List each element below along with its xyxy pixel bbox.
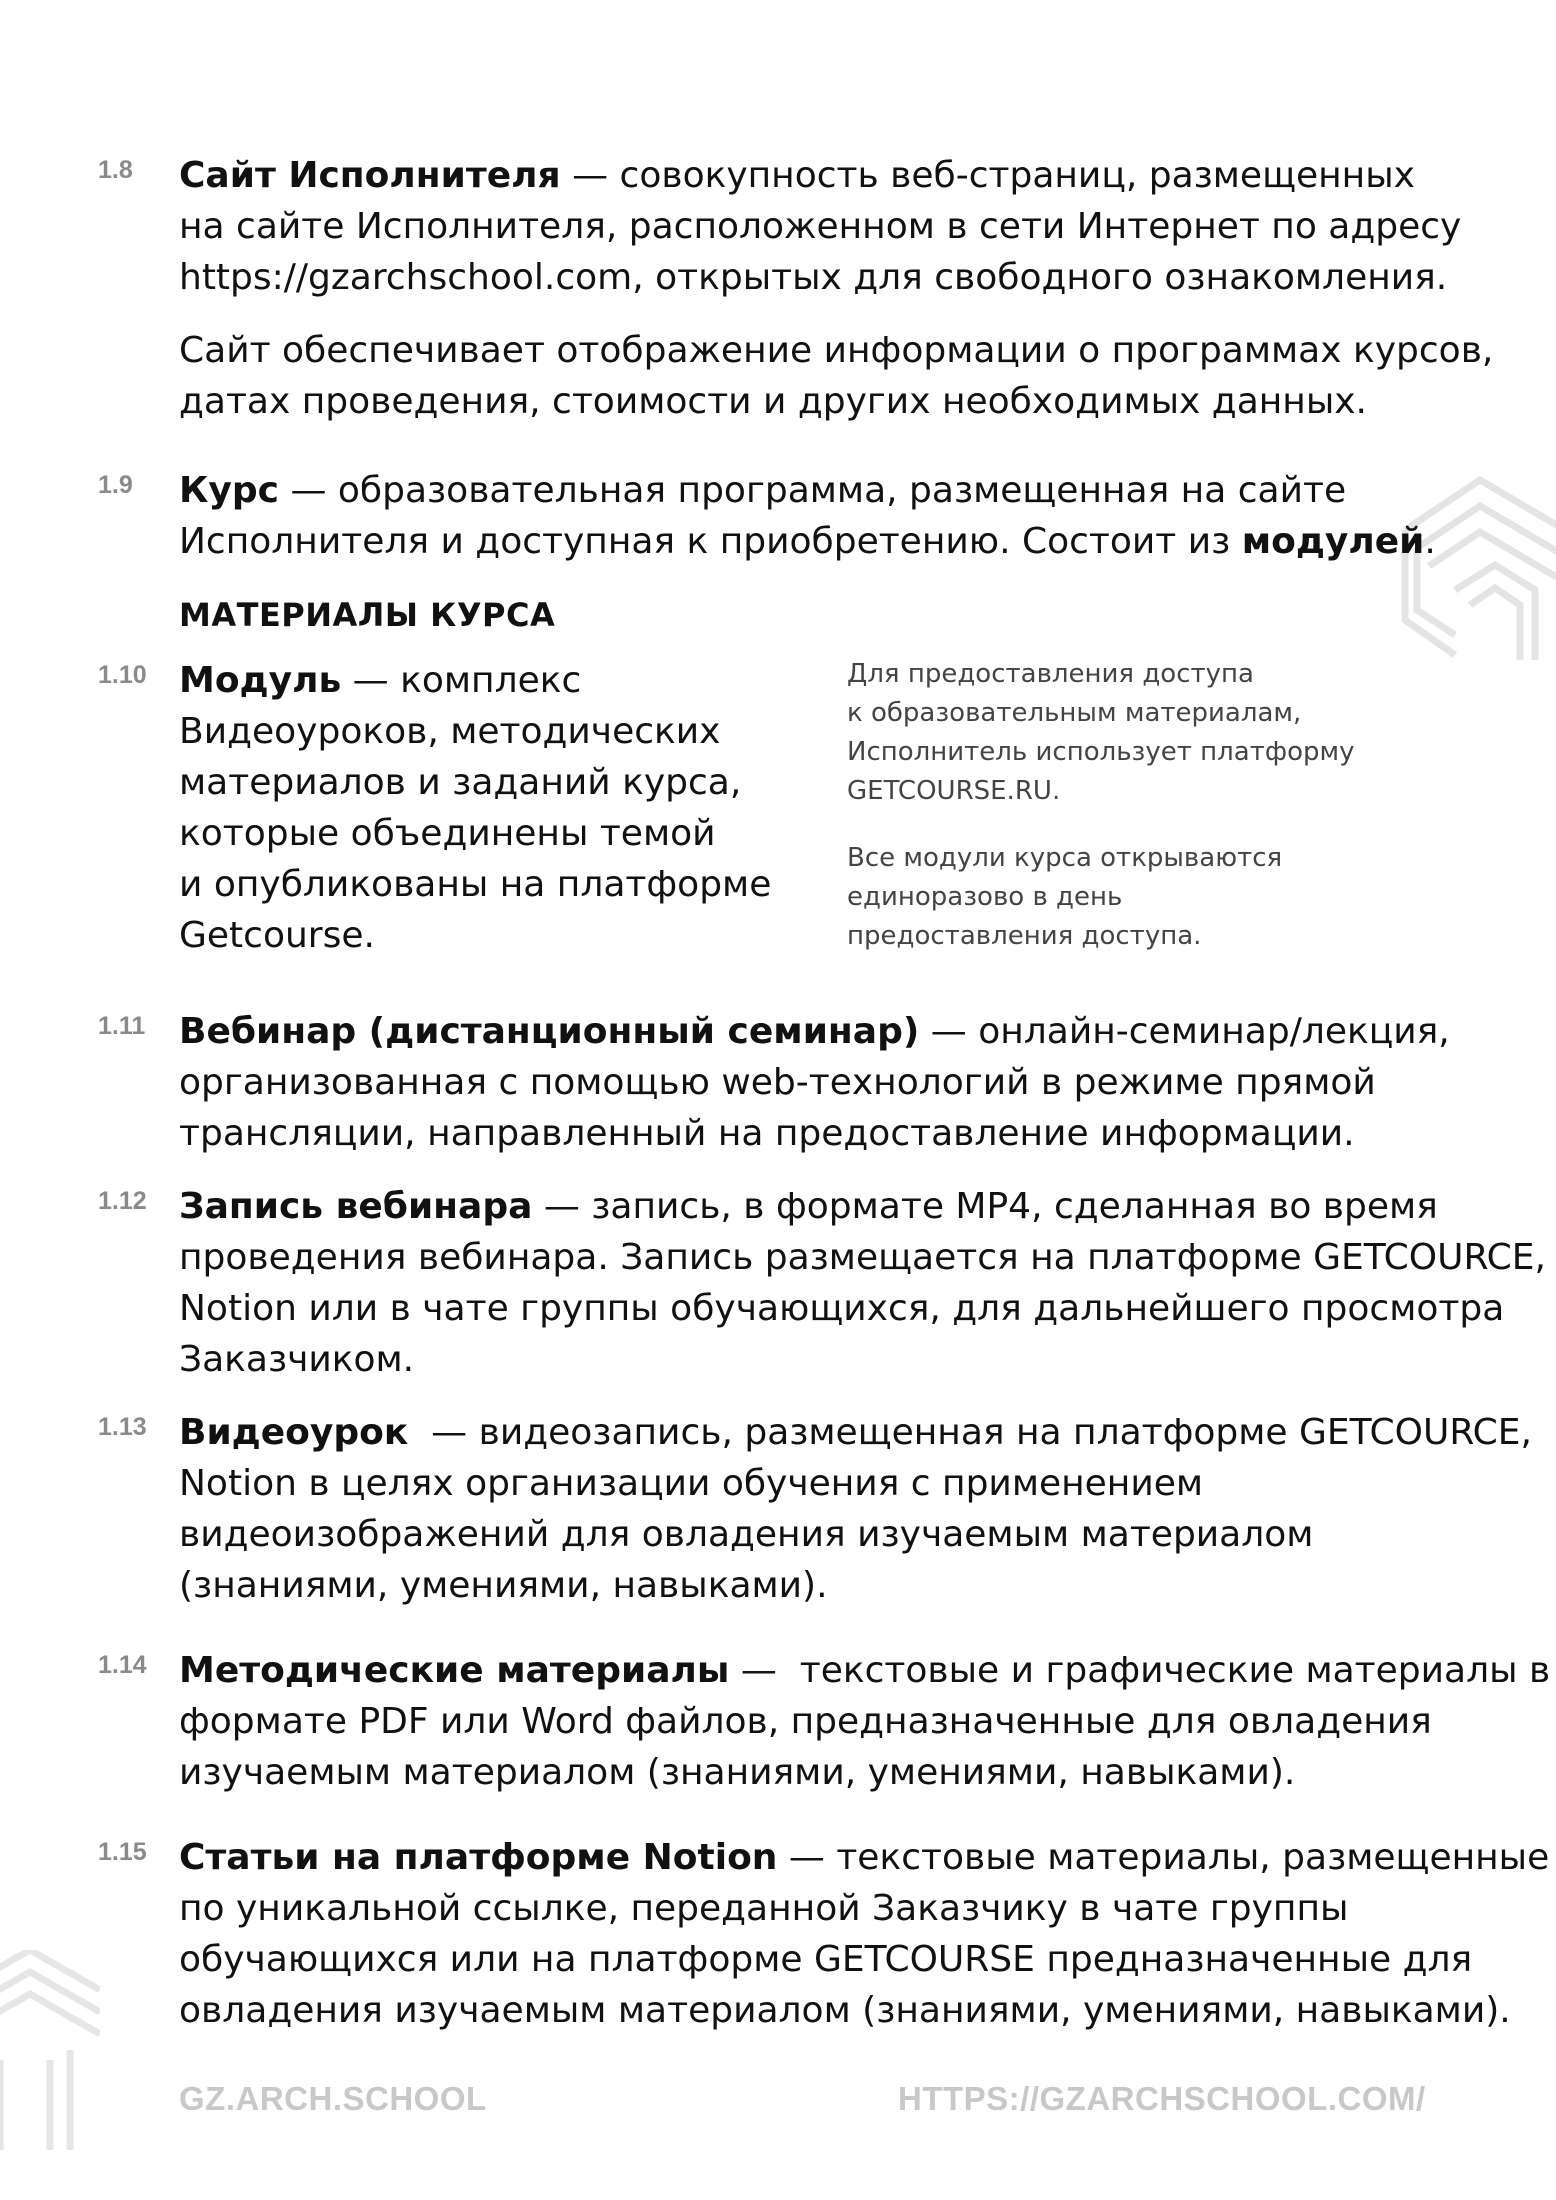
footer-brand: GZ.ARCH.SCHOOL	[179, 2080, 487, 2117]
clause-number: 1.14	[98, 1651, 147, 1679]
clause-text: Запись вебинара — запись, в формате MP4, сделанная во время проведения вебинара. Запись размещается на платформе GETCOURCE, Notion или в чате группы обучающихся, для дальнейшего просмотра Заказчиком.	[179, 1186, 1546, 1380]
clause-text: Вебинар (дистанционный семинар) — онлайн-семинар/лекция, организованная с помощью web-технологий в режиме прямой трансляции, направленный на предоставление информации.	[179, 1011, 1450, 1154]
clause-text: Методические материалы — текстовые и графические материалы в формате PDF или Word файлов, предназначенные для овладения изучаемым материалом (знаниями, умениями, навыками).	[179, 1650, 1551, 1793]
term: Видеоурок	[179, 1412, 409, 1453]
clause-number: 1.12	[98, 1187, 147, 1215]
term: Запись вебинара	[179, 1186, 533, 1227]
clause-text: Сайт Исполнителя — совокупность веб-страниц, размещенных на сайте Исполнителя, расположенном в сети Интернет по адресу https://gzarchschool.com, открытых для свободного ознакомления. Сайт обеспечивает отображение информации о программах курсов, датах проведения, стоимости и других необходимых данных.	[179, 155, 1494, 422]
clause-number: 1.13	[98, 1413, 147, 1441]
side-note-access: Для предоставления доступа к образовательным материалам, Исполнитель использует платформу GETCOURSE.RU.	[847, 659, 1355, 806]
clause-text: Статьи на платформе Notion — текстовые материалы, размещенные по уникальной ссылке, переданной Заказчику в чате группы обучающихся или на платформе GETCOURSE предназначенные для овладения изучаемым материалом (знаниями, умениями, навыками).	[179, 1837, 1550, 2031]
term: Сайт Исполнителя	[179, 155, 561, 196]
section-heading: МАТЕРИАЛЫ КУРСА	[179, 596, 556, 634]
clause-text: Видеоурок — видеозапись, размещенная на платформе GETCOURCE, Notion в целях организации обучения с применением видеоизображений для овладения изучаемым материалом (знаниями, умениями, навыками).	[179, 1412, 1532, 1606]
side-note-modules: Все модули курса открываются единоразово в день предоставления доступа.	[847, 843, 1283, 951]
clause-number: 1.8	[98, 156, 133, 184]
clause-number: 1.10	[98, 661, 147, 689]
term: Модуль	[179, 660, 342, 701]
term: Статьи на платформе Notion	[179, 1837, 778, 1878]
logo-watermark-icon	[0, 1950, 100, 2150]
clause-number: 1.15	[98, 1838, 147, 1866]
term: Методические материалы	[179, 1650, 730, 1691]
clause-text: Модуль — комплекс Видеоуроков, методических материалов и заданий курса, которые объединены темой и опубликованы на платформе Getcourse.	[179, 660, 772, 956]
footer-url[interactable]: HTTPS://GZARCHSCHOOL.COM/	[898, 2080, 1426, 2117]
clause-number: 1.9	[98, 471, 133, 499]
term: Вебинар (дистанционный семинар)	[179, 1011, 920, 1052]
clause-text: Курс — образовательная программа, размещенная на сайте Исполнителя и доступная к приобретению. Состоит из модулей.	[179, 470, 1436, 562]
term: Курс	[179, 470, 280, 511]
clause-number: 1.11	[98, 1012, 146, 1040]
